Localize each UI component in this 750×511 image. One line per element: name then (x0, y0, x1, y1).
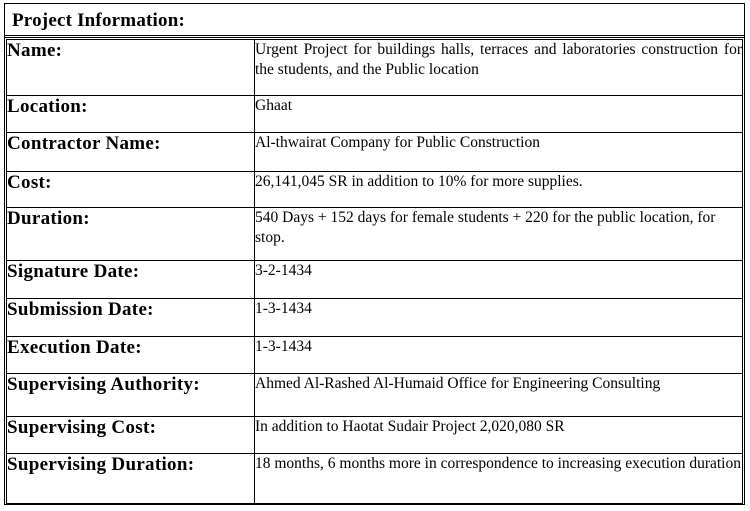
table-row (7, 133, 743, 172)
table-row (7, 374, 743, 417)
row-label-contractor: Contractor Name: (7, 133, 255, 172)
table-row (7, 337, 743, 374)
project-information-table (4, 3, 745, 505)
table-row (7, 96, 743, 133)
row-value-cost: 26,141,045 SR in addition to 10% for more supplies. (255, 172, 743, 208)
row-value-execution-date: 1-3-1434 (255, 337, 743, 374)
row-value-name: Urgent Project for buildings halls, terraces and laboratories construction for the students, and the Public location (255, 40, 743, 96)
row-label-location: Location: (7, 96, 255, 133)
row-value-duration: 540 Days + 152 days for female students + 220 for the public location, for stop. (255, 208, 743, 261)
row-value-location: Ghaat (255, 96, 743, 133)
row-label-name: Name: (7, 40, 255, 96)
row-label-submission-date: Submission Date: (7, 299, 255, 337)
row-label-cost: Cost: (7, 172, 255, 208)
info-grid (6, 39, 743, 504)
row-label-supervising-authority: Supervising Authority: (7, 374, 255, 417)
table-row (7, 261, 743, 299)
table-row (7, 417, 743, 454)
row-label-duration: Duration: (7, 208, 255, 261)
row-label-supervising-duration: Supervising Duration: (7, 454, 255, 504)
row-value-supervising-duration: 18 months, 6 months more in correspondence to increasing execution duration (255, 454, 743, 504)
table-row (7, 299, 743, 337)
table-row (7, 454, 743, 504)
row-label-execution-date: Execution Date: (7, 337, 255, 374)
row-value-supervising-authority: Ahmed Al-Rashed Al-Humaid Office for Engineering Consulting (255, 374, 743, 417)
row-value-signature-date: 3-2-1434 (255, 261, 743, 299)
row-value-contractor: Al-thwairat Company for Public Construction (255, 133, 743, 172)
row-label-signature-date: Signature Date: (7, 261, 255, 299)
table-row (7, 208, 743, 261)
row-value-submission-date: 1-3-1434 (255, 299, 743, 337)
table-title: Project Information: (5, 4, 744, 38)
table-row (7, 172, 743, 208)
row-label-supervising-cost: Supervising Cost: (7, 417, 255, 454)
table-row (7, 40, 743, 96)
row-value-supervising-cost: In addition to Haotat Sudair Project 2,020,080 SR (255, 417, 743, 454)
